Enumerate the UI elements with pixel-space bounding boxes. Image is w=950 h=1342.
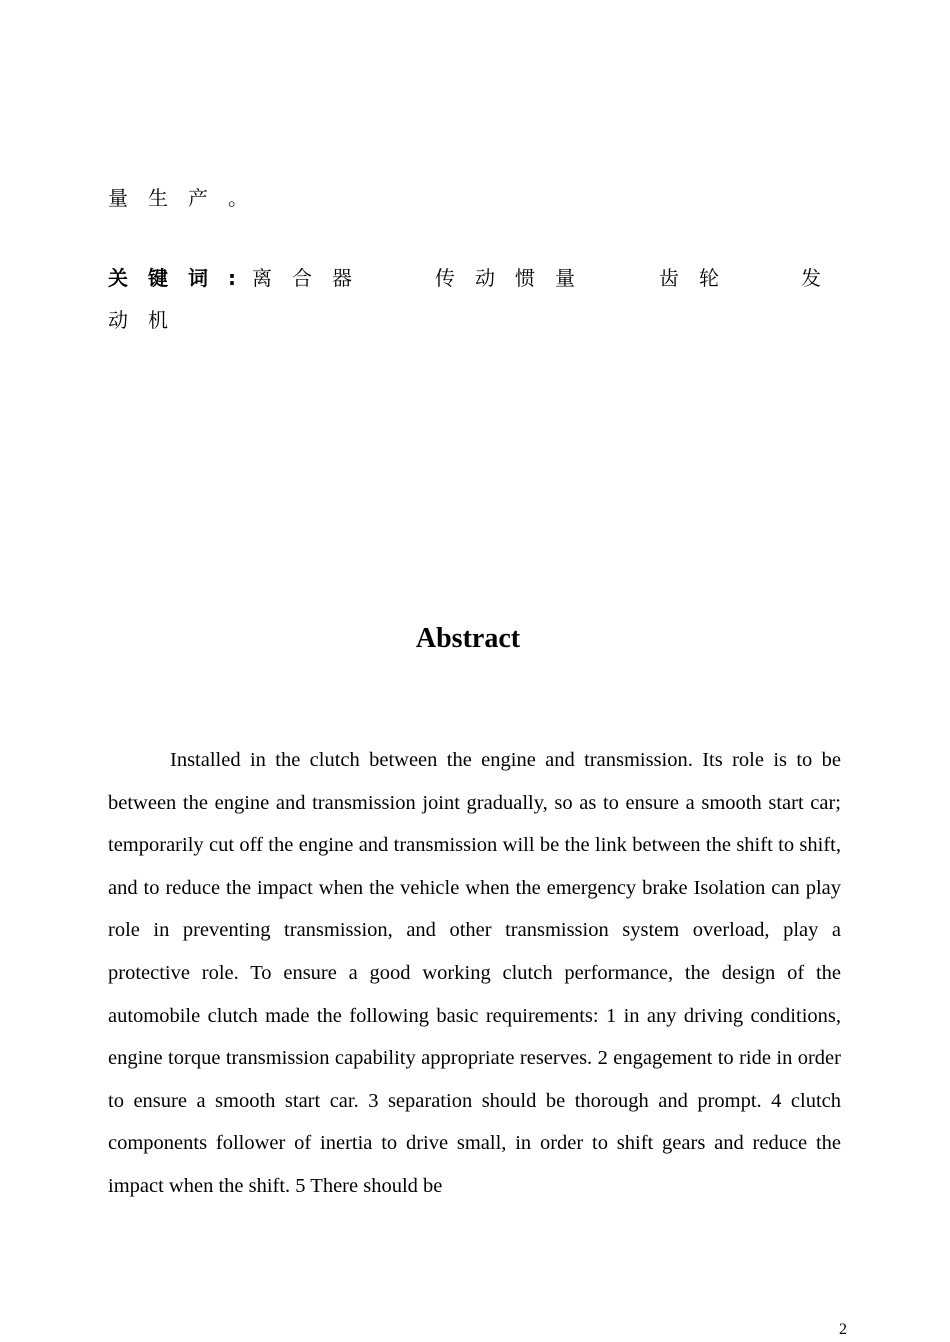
abstract-heading: Abstract <box>415 623 521 654</box>
keyword-transmission-inertia: 传动惯量 <box>435 266 595 290</box>
keyword-engine-part1: 发 <box>801 266 841 290</box>
continuation-text: 量生产。 <box>108 186 268 210</box>
page-number: 2 <box>839 1321 847 1338</box>
abstract-paragraph: Installed in the clutch between the engine and transmission. Its role is to be between the engine and transmission joint gradually, so as to ensure a smooth start car; temporarily cut off the engine and transmission will be the link between the shift to shift, and to reduce the impact when the vehicle when the emergency brake Isolation can play role in preventing transmission, and other transmission system overload, play a protective role. To ensure a good working clutch performance, the design of the automobile clutch made the following basic requirements: 1 in any driving conditions, engine torque transmission capability appropriate reserves. 2 engagement to ride in order to ensure a smooth start car. 3 separation should be thorough and prompt. 4 clutch components follower of inertia to drive small, in order to shift gears and reduce the impact when the shift. 5 There should be <box>108 749 841 1197</box>
keyword-clutch: 离合器 <box>252 266 372 290</box>
keywords-colon: : <box>228 266 236 290</box>
keywords-line <box>108 266 841 294</box>
keywords-label-text: 关键词 <box>108 266 228 290</box>
keyword-engine-part2: 动机 <box>108 308 188 332</box>
keywords-label <box>108 268 236 288</box>
keyword-gear: 齿轮 <box>659 266 739 290</box>
